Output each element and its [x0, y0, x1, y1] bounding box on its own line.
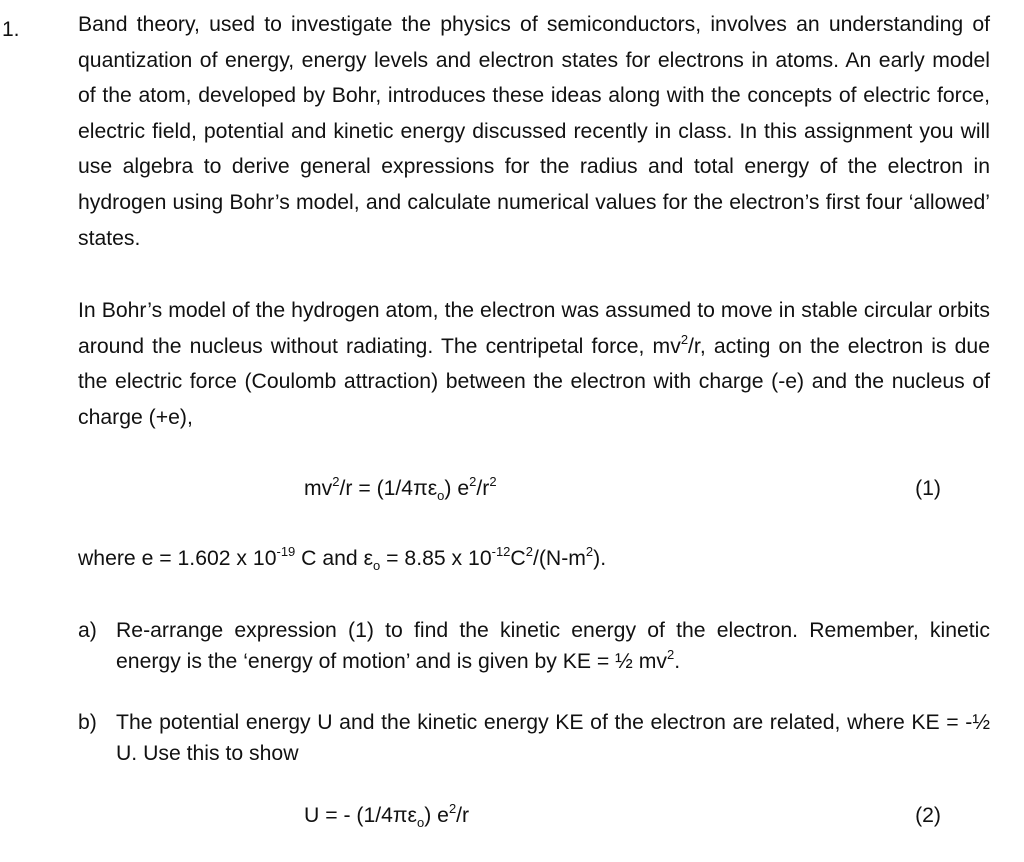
equation-1 [0, 472, 1024, 506]
bohr-model-paragraph [78, 293, 990, 435]
eq1-lhs-b: /r = (1/4πε [339, 477, 438, 500]
equation-1-label: (1) [915, 477, 941, 500]
part-b [78, 707, 990, 769]
eq2-lhs: U = - (1/4πε [304, 804, 417, 827]
eq1-rhs-b: /r [476, 477, 490, 500]
const-eps-val: = 8.85 x 10 [380, 547, 492, 570]
eq2-eps-sub: o [416, 815, 425, 830]
const-unit-b: /(N-m [532, 547, 586, 570]
equation-2-expression [304, 799, 469, 833]
eq2-rhs-b: /r [456, 804, 470, 827]
const-mid: C and ε [295, 547, 374, 570]
model-text-part1: In Bohr’s model of the hydrogen atom, the electron was assumed to move in stable circular orbits around the nucleus without radiating. The centripetal force, mv [78, 299, 990, 358]
eq1-lhs-sup: 2 [332, 474, 340, 489]
part-b-text: The potential energy U and the kinetic energy KE of the electron are related, where KE = -½ U. Use this to show [116, 711, 990, 765]
part-a-text [116, 615, 990, 677]
intro-paragraph: Band theory, used to investigate the physics of semiconductors, involves an understanding of quantization of energy, energy levels and electron states for electrons in atoms. An early model of the atom, developed by Bohr, introduces these ideas along with the concepts of electric force, electric field, potential and kinetic energy discussed recently in class. In this assignment you will use algebra to derive general expressions for the radius and total energy of the electron in hydrogen using Bohr’s model, and calculate numerical values for the electron’s first four ‘allowed’ states. [78, 13, 990, 250]
const-unit-a: C [510, 547, 526, 570]
eq1-lhs-a: mv [304, 477, 333, 500]
eq1-rhs-sup2: 2 [489, 474, 497, 489]
part-a-text-main: Re-arrange expression (1) to find the kinetic energy of the electron. Remember, kinetic energy is the ‘energy of motion’ and is given by KE = ½ mv [116, 619, 990, 673]
equation-2-label: (2) [915, 804, 941, 827]
constants-line [78, 542, 606, 576]
part-a-label: a) [78, 619, 97, 642]
part-a-text-end: . [674, 650, 681, 673]
const-eps-exp: -12 [491, 544, 511, 559]
equation-1-expression [304, 472, 497, 506]
eq1-rhs-a: ) e [444, 477, 470, 500]
const-unit-sup2: 2 [585, 544, 594, 559]
const-eps-sub: o [373, 558, 381, 573]
eq1-rhs-sup1: 2 [469, 474, 477, 489]
part-a [78, 615, 990, 677]
part-a-sup: 2 [666, 647, 675, 662]
part-b-label: b) [78, 711, 97, 734]
model-superscript: 2 [680, 331, 689, 347]
const-unit-sup1: 2 [525, 544, 533, 559]
model-text-part2: /r, acting on the electron is due the electric force (Coulomb attraction) between the electron with charge (-e) and the nucleus of charge (+e), [78, 334, 990, 429]
const-prefix: where e = 1.602 x 10 [78, 547, 277, 570]
const-unit-c: ). [593, 547, 607, 570]
eq1-eps-sub: o [437, 488, 445, 503]
question-number: 1. [2, 18, 20, 41]
eq2-rhs-a: ) e [424, 804, 449, 827]
const-e-exp: -19 [276, 544, 296, 559]
eq2-rhs-sup: 2 [448, 801, 457, 816]
equation-2 [0, 799, 1024, 833]
